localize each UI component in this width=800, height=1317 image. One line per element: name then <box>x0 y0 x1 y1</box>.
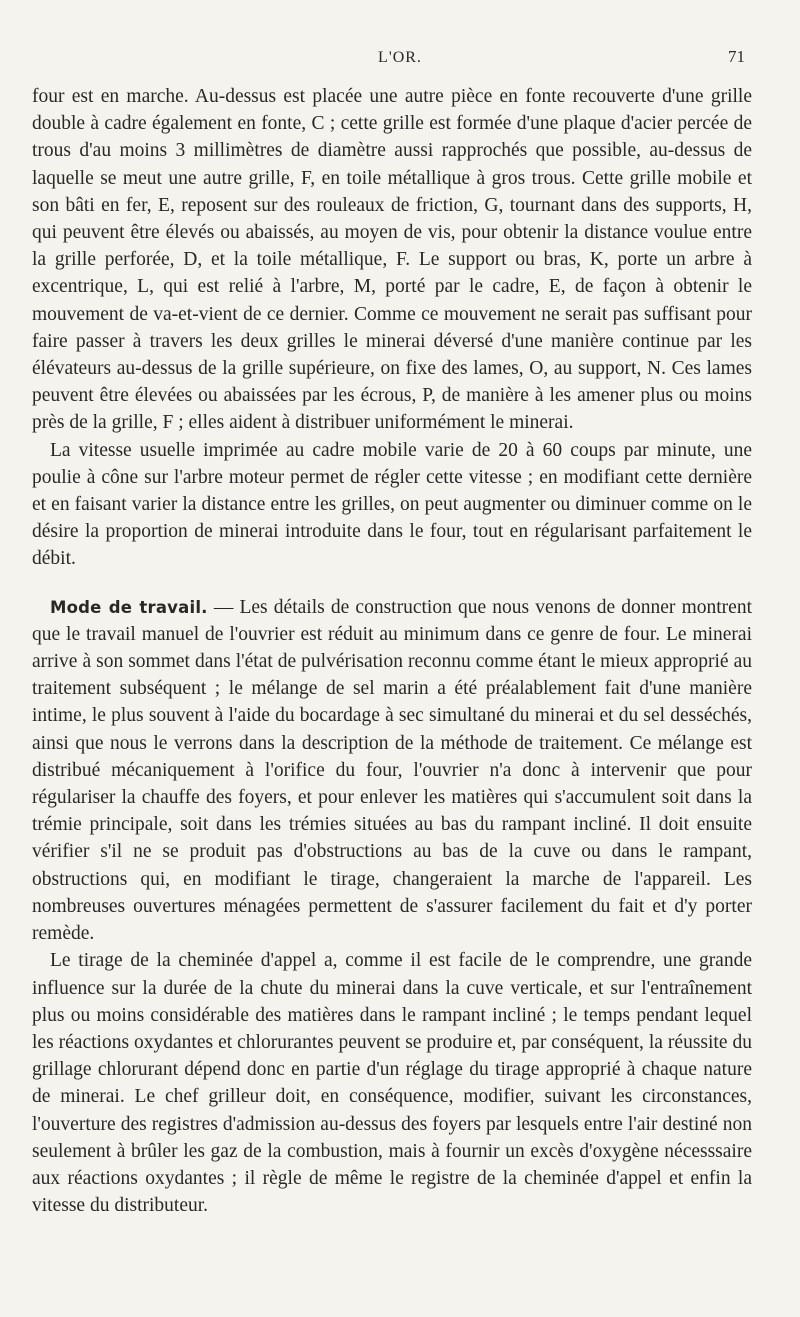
paragraph-1: four est en marche. Au-dessus est placée une autre pièce en fonte recouverte d'une grille double à cadre également en fonte, C ; cette grille est formée d'une plaque d'acier percée de trous d'au moins 3 millimètres de diamètre aussi rapprochés que possible, au-dessus de laquelle se meut une autre grille, F, en toile métallique à gros trous. Cette grille mobile et son bâti en fer, E, reposent sur des rouleaux de friction, G, tournant dans des supports, H, qui peuvent être élevés ou abaissés, au moyen de vis, pour obtenir la distance voulue entre la grille perforée, D, et la toile métallique, F. Le support ou bras, K, porte un arbre à excentrique, L, qui est relié à l'arbre, M, porté par le cadre, E, de façon à obtenir le mouvement de va-et-vient de ce dernier. Comme ce mouvement ne serait pas suffisant pour faire passer à travers les deux grilles le minerai déversé d'une manière continue par les élévateurs au-dessus de la grille supérieure, on fixe des lames, O, au support, N. Ces lames peuvent être élevées ou abaissées par les écrous, P, de manière à les amener plus ou moins près de la grille, F ; elles aident à distribuer uniformément le minerai. <box>32 86 752 434</box>
paragraph-3: — Les détails de construction que nous venons de donner montrent que le travail manuel de l'ouvrier est réduit au minimum dans ce genre de four. Le minerai arrive à son sommet dans l'état de pulvérisation reconnu comme étant le mieux approprié au traitement subséquent ; le mélange de sel marin a été préalablement fait d'une manière intime, le plus souvent à l'aide du bocardage à sec simultané du minerai et du sel desséchés, ainsi que nous le verrons dans la description de la méthode de traitement. Ce mélange est distribué mécaniquement à l'orifice du four, l'ouvrier n'a donc à intervenir que pour régulariser la chauffe des foyers, et pour enlever les matières qui s'accumulent soit dans la trémie principale, soit dans les trémies situées au bas du rampant incliné. Il doit ensuite vérifier s'il ne se produit pas d'obstructions au bas de la cuve ou dans le rampant, obstructions qui, en modifiant le tirage, changeraient la marche de l'appareil. Les nombreuses ouvertures ménagées permettent de s'assurer facilement du fait et d'y porter remède. <box>32 596 752 945</box>
body-text <box>32 83 752 1219</box>
page-number: 71 <box>728 47 745 66</box>
section-paragraph <box>32 594 752 948</box>
paragraph-2: La vitesse usuelle imprimée au cadre mobile varie de 20 à 60 coups par minute, une poulie à cône sur l'arbre moteur permet de régler cette vitesse ; en modifiant cette dernière et en faisant varier la distance entre les grilles, on peut augmenter ou diminuer comme on le désire la proportion de minerai introduite dans le four, tout en régularisant parfaitement le débit. <box>32 439 752 570</box>
paragraph-4: Le tirage de la cheminée d'appel a, comme il est facile de le comprendre, une grande influence sur la durée de la chute du minerai dans la cuve verticale, et sur l'entraînement plus ou moins considérable des matières dans le rampant incliné ; le temps pendant lequel les réactions oxydantes et chlorurantes peuvent se produire et, par conséquent, la réussite du grillage chlorurant dépend donc en partie d'un réglage du tirage approprié à chaque nature de minerai. Le chef grilleur doit, en conséquence, modifier, suivant les circonstances, l'ouverture des registres d'admission au-dessus des foyers par lesquels entre l'air destiné non seulement à brûler les gaz de la combustion, mais à fournir un excès d'oxygène nécesssaire aux réactions oxydantes ; il règle de même le registre de la cheminée d'appel et enfin la vitesse du distributeur. <box>32 950 752 1217</box>
running-title: L'OR. <box>378 49 422 66</box>
section-heading: Mode de travail. <box>50 597 208 617</box>
